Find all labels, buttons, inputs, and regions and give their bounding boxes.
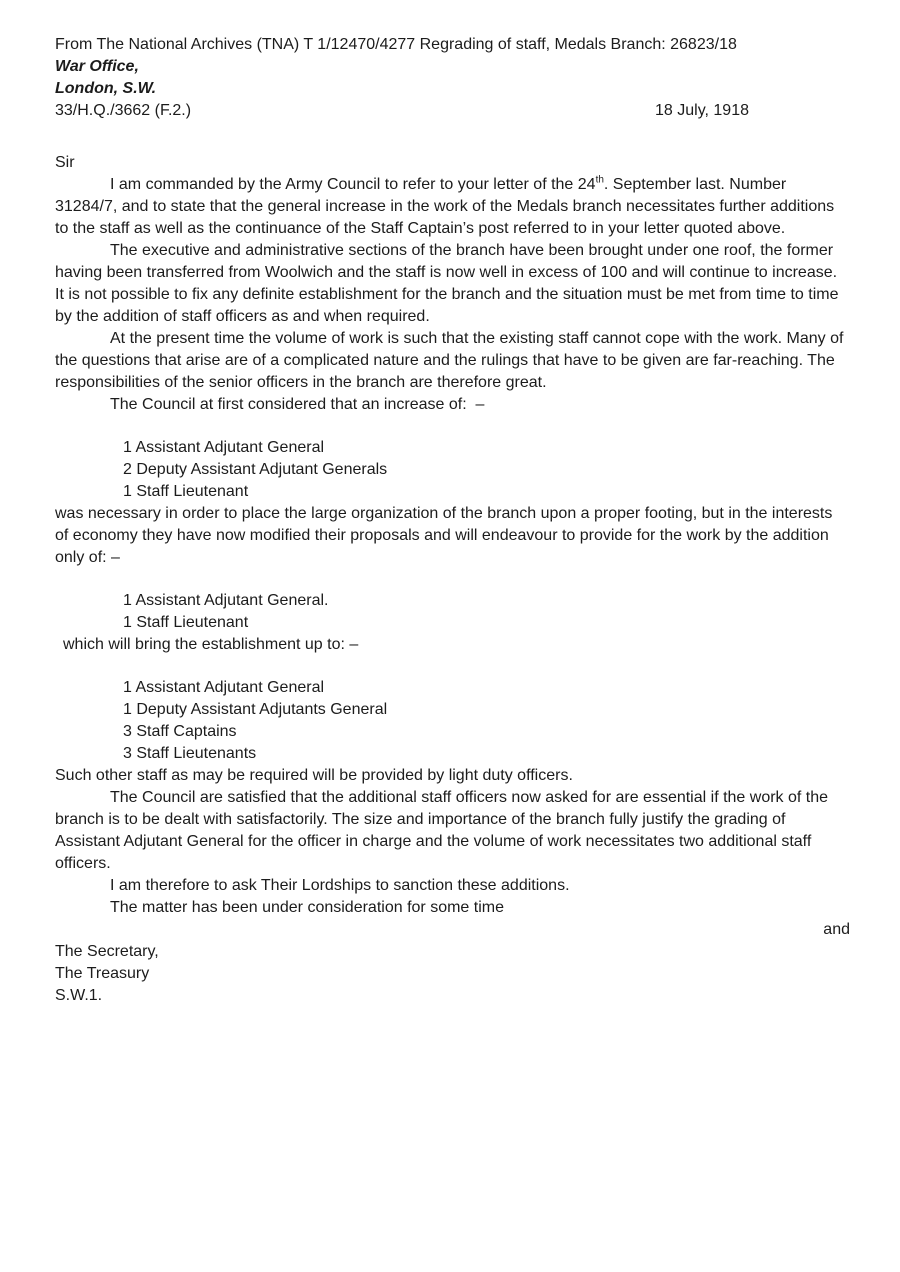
reference-row bbox=[55, 100, 850, 122]
paragraph-council-considered: The Council at first considered that an increase of: – bbox=[110, 396, 485, 413]
paragraph-council-satisfied: The Council are satisfied that the additional staff officers now asked for are essential if the work of the branch is to be dealt with satisfactorily. The size and importance of the branch fully justify the grading of Assistant Adjutant General for the officer in charge and the volume of work necessitates two additional staff officers. bbox=[55, 789, 833, 872]
paragraph-intro-text-pre: I am commanded by the Army Council to refer to your letter of the 24 bbox=[110, 176, 596, 193]
paragraph-intro-text-post: . September last. Number 31284/7, and to state that the general increase in the work of the Medals branch necessitates further additions to the staff as well as the continuance of the Staff Captain’s post referred to in your letter quoted above. bbox=[55, 176, 839, 237]
list-item: 1 Deputy Assistant Adjutants General bbox=[123, 701, 388, 718]
continuation-word: and bbox=[823, 921, 850, 938]
list-item: 1 Assistant Adjutant General. bbox=[123, 592, 329, 609]
paragraph-establishment-up-to: which will bring the establishment up to: – bbox=[63, 636, 359, 653]
letterhead-city: London, S.W. bbox=[55, 80, 157, 97]
staff-list-initial-proposal bbox=[123, 437, 850, 503]
paragraph-volume-of-work: At the present time the volume of work is such that the existing staff cannot cope with the work. Many of the questions that arise are of a complicated nature and the rulings that have to be given are far-reaching. The responsibilities of the senior officers in the branch are therefore great. bbox=[55, 330, 848, 391]
letterhead bbox=[55, 56, 850, 100]
paragraph-was-necessary: was necessary in order to place the large organization of the branch upon a proper footing, but in the interests of economy they have now modified their proposals and will endeavour to provide for the work by the addition only of: – bbox=[55, 505, 837, 566]
salutation: Sir bbox=[55, 154, 75, 171]
list-item: 2 Deputy Assistant Adjutant Generals bbox=[123, 461, 388, 478]
staff-list-modified-proposal bbox=[123, 590, 850, 634]
list-item: 1 Staff Lieutenant bbox=[123, 483, 249, 500]
paragraph-under-consideration: The matter has been under consideration for some time bbox=[110, 899, 504, 916]
paragraph-intro bbox=[55, 174, 850, 240]
archive-source-line: From The National Archives (TNA) T 1/12470/4277 Regrading of staff, Medals Branch: 26823/18 bbox=[55, 36, 737, 53]
list-item: 3 Staff Captains bbox=[123, 723, 237, 740]
reference-number: 33/H.Q./3662 (F.2.) bbox=[55, 102, 192, 119]
addressee-line-postcode: S.W.1. bbox=[55, 987, 103, 1004]
addressee-line-treasury: The Treasury bbox=[55, 965, 150, 982]
letter-date: 18 July, 1918 bbox=[655, 102, 749, 119]
addressee-line-secretary: The Secretary, bbox=[55, 943, 159, 960]
paragraph-other-staff: Such other staff as may be required will be provided by light duty officers. bbox=[55, 767, 573, 784]
staff-list-establishment bbox=[123, 677, 850, 765]
list-item: 1 Staff Lieutenant bbox=[123, 614, 249, 631]
ordinal-superscript: th bbox=[595, 174, 604, 186]
addressee-block bbox=[55, 941, 850, 1007]
list-item: 1 Assistant Adjutant General bbox=[123, 439, 325, 456]
list-item: 1 Assistant Adjutant General bbox=[123, 679, 325, 696]
paragraph-sections: The executive and administrative sections of the branch have been brought under one roof, the former having been transferred from Woolwich and the staff is now well in excess of 100 and will continue to increase. It is not possible to fix any definite establishment for the branch and the situation must be met from time to time by the addition of staff officers as and when required. bbox=[55, 242, 843, 325]
paragraph-sanction-request: I am therefore to ask Their Lordships to sanction these additions. bbox=[110, 877, 570, 894]
letterhead-office: War Office, bbox=[55, 58, 139, 75]
list-item: 3 Staff Lieutenants bbox=[123, 745, 257, 762]
